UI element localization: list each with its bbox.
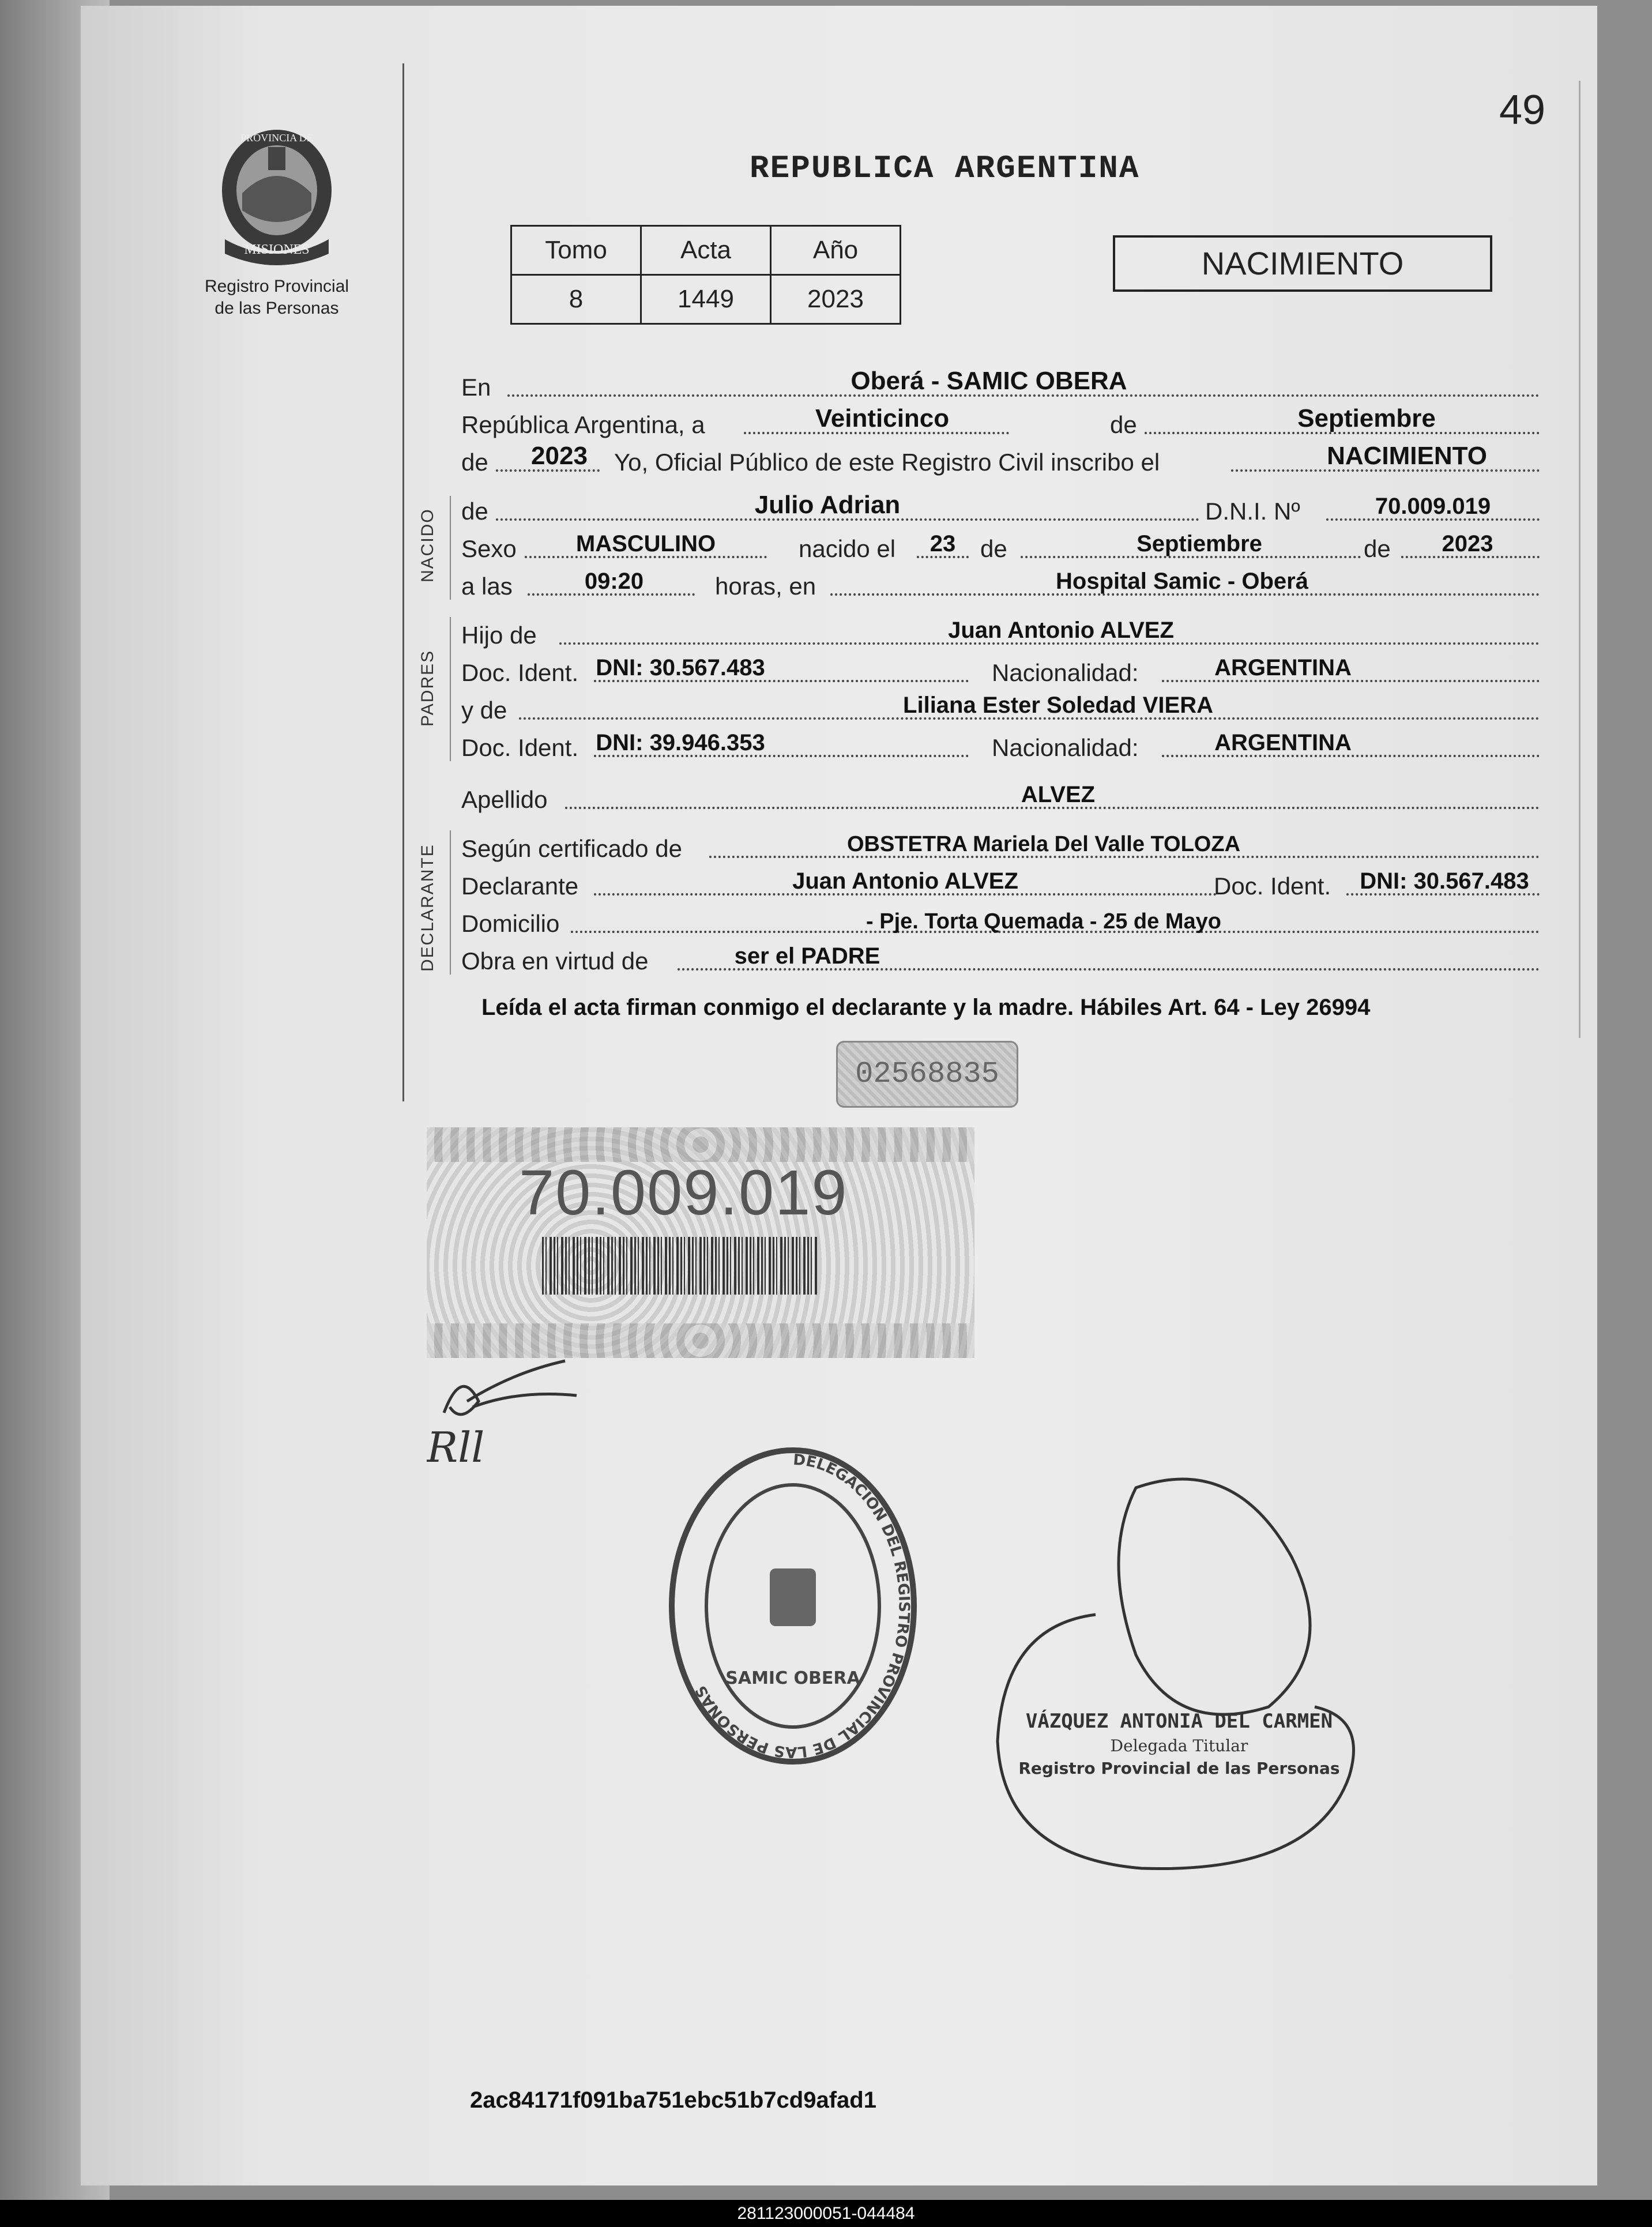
record-value-acta: 1449	[641, 275, 771, 324]
logo-caption-line2: de las Personas	[215, 299, 339, 318]
label-en: En	[461, 374, 491, 401]
value-month: Septiembre	[1297, 404, 1436, 432]
label-sexo: Sexo	[461, 535, 517, 562]
official-stamp-role: Delegada Titular	[1110, 1736, 1248, 1755]
row-inscribo	[461, 444, 1545, 479]
value-mother-doc: DNI: 39.946.353	[596, 730, 765, 755]
label-nacionalidad-mother: Nacionalidad:	[992, 734, 1139, 761]
value-en: Oberá - SAMIC OBERA	[851, 367, 1127, 395]
label-y-de: y de	[461, 697, 507, 724]
signature	[427, 1349, 600, 1482]
row-declarante	[461, 868, 1545, 902]
value-domicilio: - Pje. Torta Quemada - 25 de Mayo	[866, 909, 1221, 934]
value-declarante: Juan Antonio ALVEZ	[792, 868, 1018, 894]
row-obra	[461, 943, 1545, 977]
row-republica	[461, 404, 1545, 441]
value-father-name: Juan Antonio ALVEZ	[948, 618, 1174, 643]
seal-bottom-text: SAMIC OBERA	[725, 1668, 860, 1688]
section-label-padres: PADRES	[418, 649, 437, 727]
row-en	[461, 369, 1545, 404]
nacido-divider	[450, 496, 451, 600]
label-inscribo: Yo, Oficial Público de este Registro Civil inscribo el	[614, 449, 1160, 476]
row-name	[461, 493, 1545, 528]
footer-id-bar: 281123000051-044484	[0, 2200, 1652, 2227]
misiones-coat-of-arms-logo	[213, 124, 340, 268]
row-sexo	[461, 531, 1545, 565]
logo-caption-line1: Registro Provincial	[204, 277, 349, 296]
value-obra: ser el PADRE	[734, 943, 880, 969]
label-dni: D.N.I. Nº	[1205, 498, 1300, 525]
label-nacido-el: nacido el	[799, 535, 896, 562]
official-stamp-office: Registro Provincial de las Personas	[1018, 1759, 1340, 1778]
official-stamp-name: VÁZQUEZ ANTONIA DEL CARMEN	[1025, 1710, 1333, 1733]
label-apellido: Apellido	[461, 786, 548, 813]
barcode	[542, 1237, 819, 1295]
label-declarante-doc: Doc. Ident.	[1214, 872, 1331, 900]
label-de-year: de	[461, 449, 488, 476]
serial-number-stamp: 02568835	[836, 1041, 1018, 1108]
section-label-declarante: DECLARANTE	[418, 844, 437, 972]
row-y-de	[461, 692, 1545, 727]
sticker-number: 70.009.019	[519, 1157, 848, 1228]
label-hijo-de: Hijo de	[461, 622, 537, 649]
value-year: 2023	[531, 442, 588, 470]
label-de-month: de	[980, 535, 1007, 562]
row-mother-doc	[461, 729, 1545, 764]
seal-ring-text: DELEGACIÓN DEL REGISTRO PROVINCIAL DE LAS PERSONAS	[692, 1451, 913, 1761]
record-value-tomo: 8	[511, 275, 641, 324]
logo-seal-bottom-text: MISIONES	[244, 242, 310, 257]
label-a-las: a las	[461, 573, 513, 600]
page-number: 49	[1499, 87, 1546, 133]
record-table	[510, 225, 901, 325]
record-table-value-row	[511, 275, 901, 324]
label-doc-ident-mother: Doc. Ident.	[461, 734, 579, 761]
value-father-doc: DNI: 30.567.483	[596, 655, 765, 680]
row-hora	[461, 568, 1545, 603]
value-mother-nationality: ARGENTINA	[1214, 730, 1352, 755]
value-birth-month: Septiembre	[1137, 531, 1262, 556]
record-table-header-row	[511, 226, 901, 275]
label-de: de	[1110, 411, 1137, 438]
record-value-anio: 2023	[771, 275, 901, 324]
document-hash: 2ac84171f091ba751ebc51b7cd9afad1	[470, 2087, 876, 2113]
section-label-nacido: NACIDO	[418, 508, 437, 582]
value-place: Hospital Samic - Oberá	[1056, 569, 1308, 594]
value-birth-year: 2023	[1442, 531, 1493, 556]
label-declarante: Declarante	[461, 872, 579, 900]
value-day: Veinticinco	[815, 404, 950, 432]
label-domicilio: Domicilio	[461, 910, 560, 937]
label-horas-en: horas, en	[715, 573, 816, 600]
value-hour: 09:20	[584, 569, 644, 594]
record-header-tomo: Tomo	[511, 226, 641, 275]
document-title: REPUBLICA ARGENTINA	[750, 150, 1140, 187]
row-father-doc	[461, 654, 1545, 689]
padres-divider	[450, 617, 451, 761]
label-republica: República Argentina, a	[461, 411, 705, 438]
label-obra: Obra en virtud de	[461, 947, 649, 975]
row-certificado	[461, 830, 1545, 865]
declarante-divider	[450, 830, 451, 975]
label-de-name: de	[461, 498, 488, 525]
label-de-year2: de	[1364, 535, 1391, 562]
value-apellido: ALVEZ	[1021, 782, 1096, 807]
value-child-name: Julio Adrian	[754, 491, 901, 519]
signature-initials: Rll	[427, 1423, 485, 1472]
logo-caption	[190, 276, 363, 319]
value-birth-day: 23	[930, 531, 956, 556]
value-sexo: MASCULINO	[575, 531, 716, 556]
record-header-acta: Acta	[641, 226, 771, 275]
logo-seal-top-text: PROVINCIA DE	[240, 132, 313, 144]
registry-round-seal	[663, 1436, 923, 1782]
value-inscribo: NACIMIENTO	[1327, 442, 1487, 470]
official-signature-loops	[992, 1465, 1395, 1880]
right-margin-rule	[1579, 81, 1580, 1038]
label-certificado: Según certificado de	[461, 835, 682, 862]
value-dni: 70.009.019	[1375, 494, 1491, 519]
document-type-box: NACIMIENTO	[1113, 235, 1492, 292]
row-domicilio	[461, 905, 1545, 940]
value-certificado: OBSTETRA Mariela Del Valle TOLOZA	[846, 832, 1241, 856]
label-doc-ident: Doc. Ident.	[461, 659, 579, 686]
label-nacionalidad: Nacionalidad:	[992, 659, 1139, 686]
security-sticker	[427, 1127, 974, 1358]
record-header-anio: Año	[771, 226, 901, 275]
left-margin-rule	[402, 63, 404, 1101]
closing-statement: Leída el acta firman conmigo el declarante y la madre. Hábiles Art. 64 - Ley 26994	[481, 995, 1371, 1020]
row-hijo-de	[461, 617, 1545, 652]
row-apellido	[461, 781, 1545, 816]
official-stamp	[1018, 1710, 1341, 1778]
value-declarante-doc: DNI: 30.567.483	[1360, 868, 1529, 894]
value-father-nationality: ARGENTINA	[1214, 655, 1352, 680]
value-mother-name: Liliana Ester Soledad VIERA	[903, 693, 1213, 718]
